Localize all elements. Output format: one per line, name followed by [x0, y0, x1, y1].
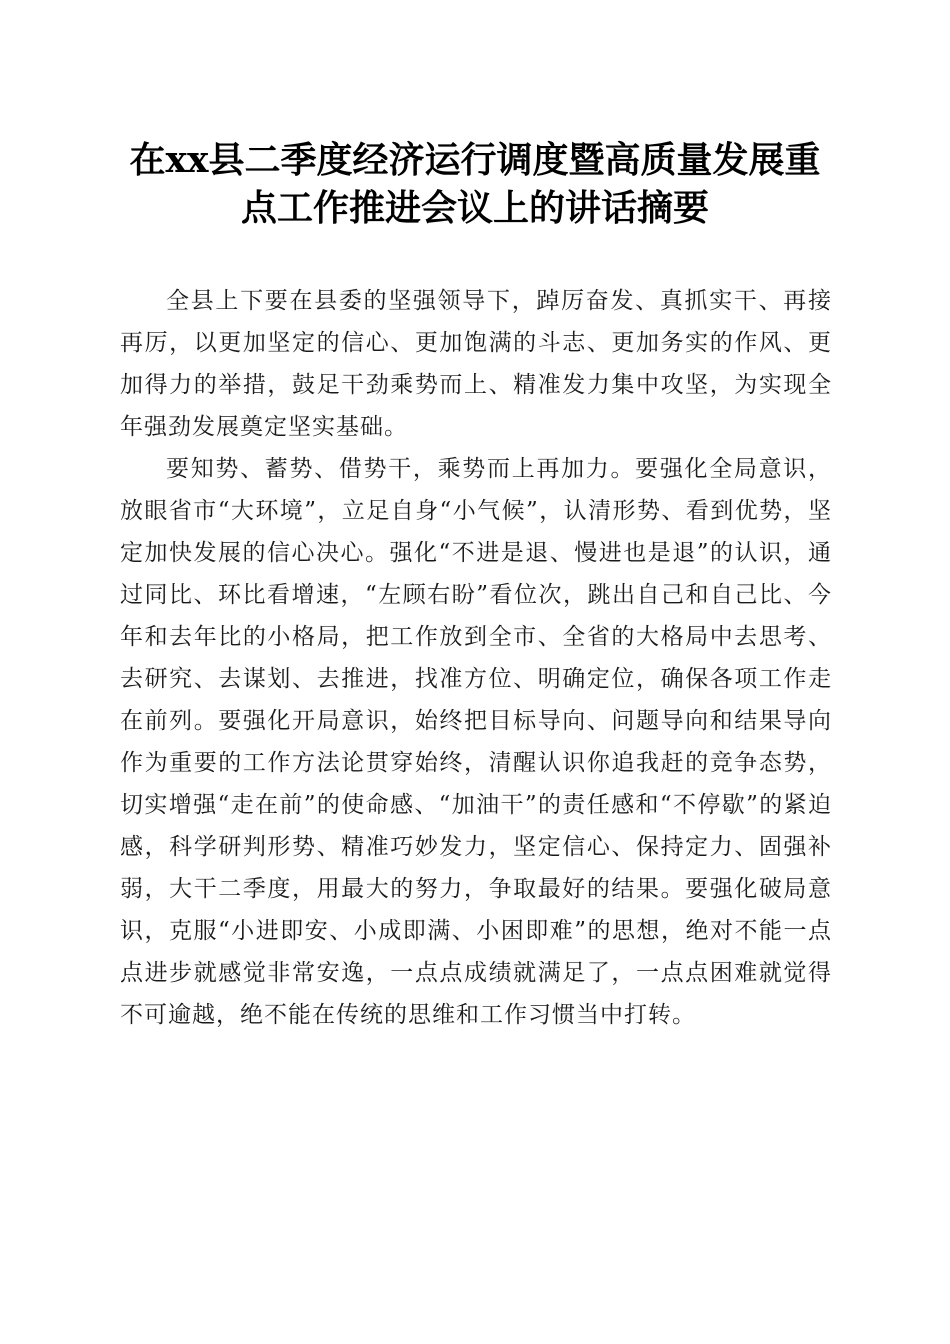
- paragraph-1: 全县上下要在县委的坚强领导下，踔厉奋发、真抓实干、再接再厉，以更加坚定的信心、更加饱满的斗志、更加务实的作风、更加得力的举措，鼓足干劲乘势而上、精准发力集中攻坚，为实现全年强劲发展奠定坚实基础。: [120, 288, 832, 440]
- title-line-2: 点工作推进会议上的讲话摘要: [240, 187, 709, 229]
- title-line-1: 在xx县二季度经济运行调度暨高质量发展重: [129, 139, 821, 181]
- paragraph-2: 要知势、蓄势、借势干，乘势而上再加力。要强化全局意识，放眼省市“大环境”，立足自身“小气候”，认清形势、看到优势，坚定加快发展的信心决心。强化“不进是退、慢进也是退”的认识，通过同比、环比看增速，“左顾右盼”看位次，跳出自己和自己比、今年和去年比的小格局，把工作放到全市、全省的大格局中去思考、去研究、去谋划、去推进，找准方位、明确定位，确保各项工作走在前列。要强化开局意识，始终把目标导向、问题导向和结果导向作为重要的工作方法论贯穿始终，清醒认识你追我赶的竞争态势，切实增强“走在前”的使命感、“加油干”的责任感和“不停歇”的紧迫感，科学研判形势、精准巧妙发力，坚定信心、保持定力、固强补弱，大干二季度，用最大的努力，争取最好的结果。要强化破局意识，克服“小进即安、小成即满、小困即难”的思想，绝对不能一点点进步就感觉非常安逸，一点点成绩就满足了，一点点困难就觉得不可逾越，绝不能在传统的思维和工作习惯当中打转。: [120, 456, 832, 1028]
- document-body: [120, 280, 832, 1036]
- document-title: [100, 136, 850, 232]
